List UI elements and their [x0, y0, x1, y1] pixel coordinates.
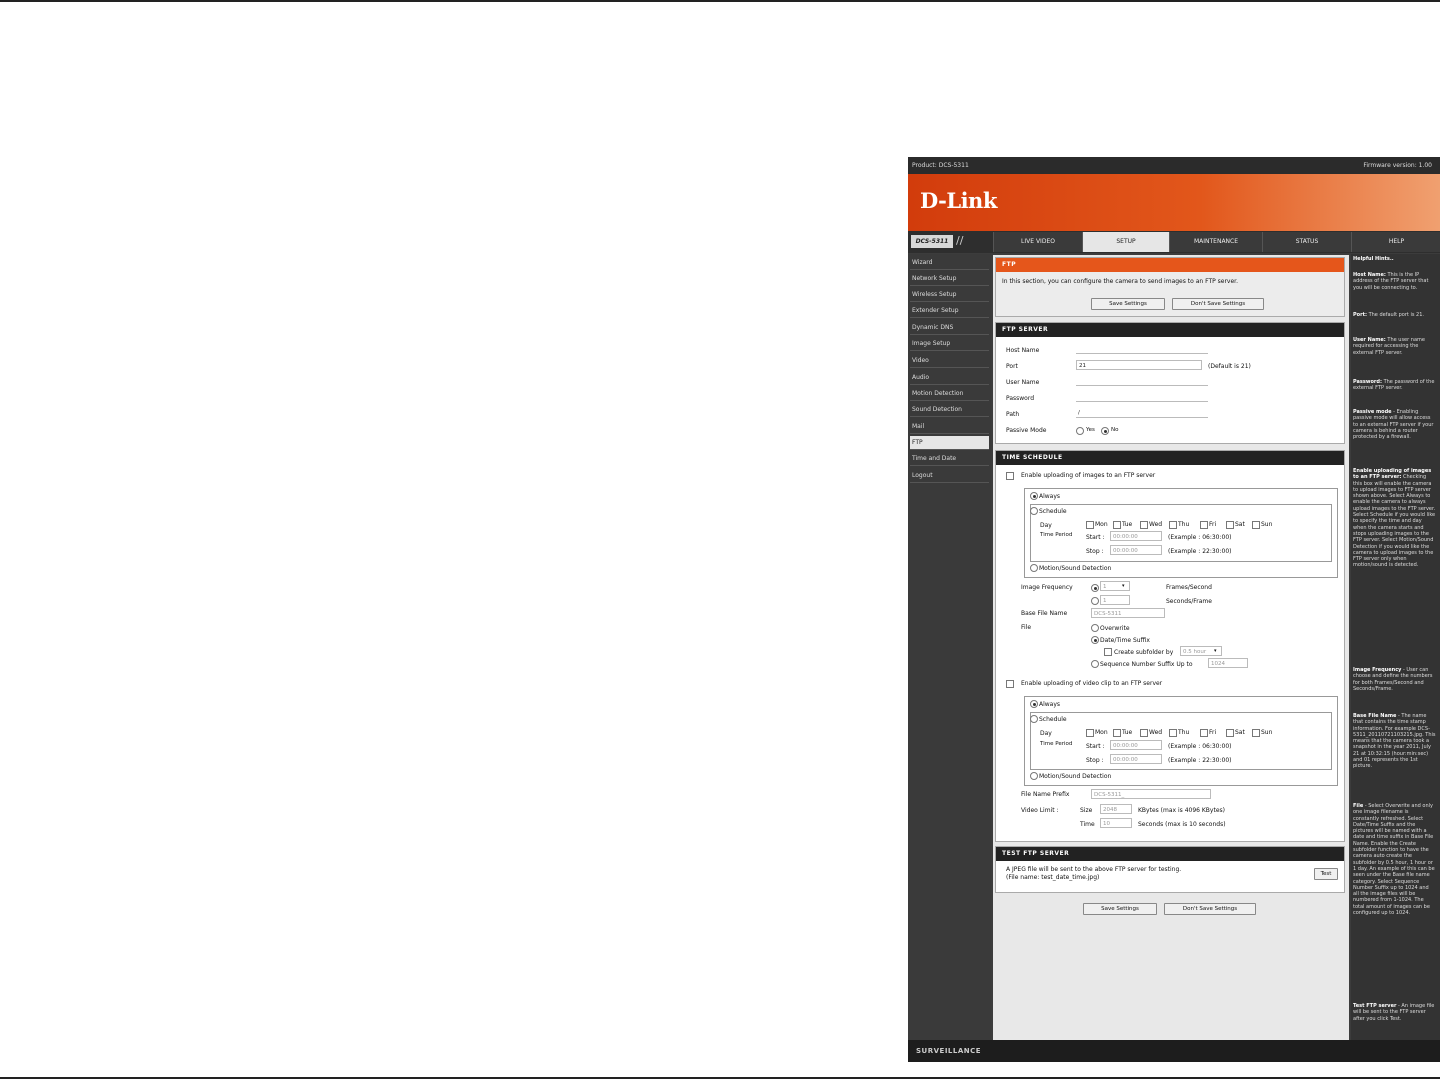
- help-entry: [1353, 468, 1436, 569]
- image-schedule-label: Schedule: [1039, 508, 1067, 515]
- help-entry-text: The default port is 21.: [1368, 312, 1425, 318]
- main-content: [993, 255, 1349, 1040]
- sidebar-item-image-setup[interactable]: Image Setup: [910, 337, 989, 351]
- video-day-checkbox-sat[interactable]: [1226, 729, 1234, 737]
- help-entry-heading: Base File Name: [1353, 713, 1397, 719]
- video-day-checkbox-mon[interactable]: [1086, 729, 1094, 737]
- help-entry: [1353, 337, 1436, 356]
- video-stop-example: (Example : 22:30:00): [1168, 757, 1232, 764]
- help-entry-text: The password of the external FTP server.: [1353, 379, 1435, 392]
- help-entry-text: - Select Overwrite and only one image filename is constantly refreshed. Select Date/Time Suffix and the pictures will be named with a date and time suffix in Base File Name. Enable the Create subfolder function to have the camera auto create the subfolder by 0.5 hour, 1 hour or 1 day. An example of this can be seen under the Base file name category. Select Sequence Number Suffix up to 1024 and all the image files will be numbered from 1-1024. The total amount of images can be configured up to 1024.: [1353, 803, 1435, 917]
- help-entry-text: - The name that contains the time stamp information. For example DCS-5311_20110721103215.jpg. This means that the camera took a snapshot in the year 2011, July 21 at 10:32:15 (hour:min:sec) and 01 represents the 1st picture.: [1353, 713, 1436, 770]
- image-frequency-label: Image Frequency: [1021, 584, 1073, 591]
- create-subfolder-checkbox[interactable]: [1104, 648, 1112, 656]
- host-name-label: Host Name: [1006, 347, 1040, 354]
- image-stop-input[interactable]: 00:00:00: [1110, 545, 1162, 555]
- image-day-checkbox-mon[interactable]: [1086, 521, 1094, 529]
- help-entry-text: The user name required for accessing the external FTP server.: [1353, 337, 1425, 356]
- ftp-server-panel: [995, 322, 1345, 444]
- create-subfolder-label: Create subfolder by: [1114, 649, 1174, 656]
- sequence-suffix-radio[interactable]: [1091, 660, 1099, 668]
- frames-per-second-select[interactable]: 1: [1100, 581, 1130, 591]
- video-time-period-label: Time Period: [1040, 741, 1073, 747]
- image-day-label-sat: Sat: [1235, 521, 1245, 528]
- image-day-label-thu: Thu: [1178, 521, 1190, 528]
- enable-images-checkbox[interactable]: [1006, 472, 1014, 480]
- help-entry-text: - Enabling passive mode will allow access to an external FTP server if your camera is behind a router protected by a firewall.: [1353, 409, 1434, 441]
- image-day-checkbox-sat[interactable]: [1226, 521, 1234, 529]
- passive-no-label: No: [1111, 427, 1119, 433]
- help-entry-heading: Helpful Hints..: [1353, 256, 1394, 262]
- image-day-label-wed: Wed: [1149, 521, 1163, 528]
- help-entry: [1353, 379, 1436, 392]
- subfolder-select[interactable]: 0.5 hour: [1180, 646, 1222, 656]
- sidebar-item-mail[interactable]: Mail: [910, 420, 989, 434]
- video-day-label-thu: Thu: [1178, 729, 1190, 736]
- image-day-label: Day: [1040, 522, 1052, 529]
- file-name-prefix-input[interactable]: DCS-5311_: [1091, 789, 1211, 799]
- help-entry-heading: Passive mode: [1353, 409, 1392, 415]
- save-settings-button-top[interactable]: Save Settings: [1091, 298, 1165, 310]
- image-motion-radio[interactable]: [1030, 564, 1038, 572]
- file-name-prefix-label: File Name Prefix: [1021, 791, 1070, 798]
- help-entry-heading: Image Frequency: [1353, 667, 1402, 673]
- port-input[interactable]: 21: [1076, 360, 1202, 370]
- help-entry-heading: Test FTP server: [1353, 1003, 1397, 1009]
- sidebar-item-motion-detection[interactable]: Motion Detection: [910, 387, 989, 401]
- sidebar-item-dynamic-dns[interactable]: Dynamic DNS: [910, 321, 989, 335]
- passive-mode-label: Passive Mode: [1006, 427, 1047, 434]
- help-entry-text: - User can choose and define the numbers for both Frames/Second and Seconds/Frame.: [1353, 667, 1433, 692]
- video-schedule-label: Schedule: [1039, 716, 1067, 723]
- video-limit-label: Video Limit :: [1021, 807, 1059, 814]
- seconds-per-frame-label: Seconds/Frame: [1166, 598, 1212, 605]
- sidebar-item-wizard[interactable]: Wizard: [910, 256, 989, 270]
- image-day-label-mon: Mon: [1095, 521, 1108, 528]
- video-schedule-radio[interactable]: [1030, 715, 1038, 723]
- sidebar-item-video[interactable]: Video: [910, 354, 989, 368]
- video-always-label: Always: [1039, 701, 1061, 708]
- test-button[interactable]: Test: [1314, 868, 1338, 880]
- help-entry-text: Checking this box will enable the camera to upload images to FTP server shown above. Select Always to enable the camera to always upload images to the FTP server. Select Schedule if you would like to specify the time and day when the camera starts and stops uploading images to the FTP server. Select Motion/Sound Detection if you would like the camera to upload images to the FTP server only when motion/sound is detected.: [1353, 474, 1436, 569]
- firmware-label: Firmware version: 1.00: [1363, 162, 1432, 169]
- image-motion-label: Motion/Sound Detection: [1039, 565, 1112, 572]
- size-input[interactable]: 2048: [1100, 804, 1132, 814]
- image-stop-label: Stop :: [1086, 548, 1104, 555]
- ftp-intro-panel: [995, 257, 1345, 317]
- video-day-checkbox-tue[interactable]: [1113, 729, 1121, 737]
- page-bottom-rule: [0, 1077, 1440, 1079]
- dont-save-button-bottom[interactable]: Don't Save Settings: [1164, 903, 1256, 915]
- image-day-checkbox-sun[interactable]: [1252, 521, 1260, 529]
- sequence-max-input[interactable]: 1024: [1208, 658, 1248, 668]
- help-entry-heading: File: [1353, 803, 1364, 809]
- image-day-checkbox-wed[interactable]: [1140, 521, 1148, 529]
- video-start-example: (Example : 06:30:00): [1168, 743, 1232, 750]
- file-label: File: [1021, 624, 1032, 631]
- size-label: Size: [1080, 807, 1093, 814]
- help-entry-heading: User Name:: [1353, 337, 1386, 343]
- user-name-input[interactable]: [1076, 376, 1208, 386]
- camera-web-ui: [908, 157, 1440, 1062]
- sidebar-item-extender-setup[interactable]: Extender Setup: [910, 304, 989, 318]
- test-ftp-title: TEST FTP SERVER: [996, 847, 1344, 861]
- sequence-suffix-label: Sequence Number Suffix Up to: [1100, 661, 1193, 668]
- seconds-per-frame-radio[interactable]: [1091, 597, 1099, 605]
- test-ftp-panel: [995, 846, 1345, 893]
- help-entry-text: - An image file will be sent to the FTP server after you click Test.: [1353, 1003, 1435, 1022]
- password-label: Password: [1006, 395, 1035, 402]
- image-day-checkbox-tue[interactable]: [1113, 521, 1121, 529]
- top-info-bar: [908, 157, 1440, 174]
- help-entry: [1353, 1003, 1436, 1022]
- video-day-label-mon: Mon: [1095, 729, 1108, 736]
- help-entry-heading: Host Name:: [1353, 272, 1386, 278]
- footer-bar: [908, 1040, 1440, 1062]
- help-entry: [1353, 272, 1436, 291]
- video-day-label-sat: Sat: [1235, 729, 1245, 736]
- ftp-title: FTP: [996, 258, 1344, 272]
- video-day-label-wed: Wed: [1149, 729, 1163, 736]
- passive-no-radio[interactable]: [1101, 427, 1109, 435]
- overwrite-label: Overwrite: [1100, 625, 1130, 632]
- video-day-checkbox-thu[interactable]: [1169, 729, 1177, 737]
- video-stop-label: Stop :: [1086, 757, 1104, 764]
- time-schedule-title: TIME SCHEDULE: [996, 451, 1344, 465]
- video-day-checkbox-fri[interactable]: [1200, 729, 1208, 737]
- video-day-label-fri: Fri: [1209, 729, 1217, 736]
- video-day-checkbox-wed[interactable]: [1140, 729, 1148, 737]
- main-nav: [908, 231, 1440, 253]
- dlink-logo: D-Link: [920, 188, 997, 213]
- sidebar-item-wireless-setup[interactable]: Wireless Setup: [910, 288, 989, 302]
- help-entry-text: This is the IP address of the FTP server that you will be connecting to.: [1353, 272, 1429, 291]
- test-ftp-line1: A JPEG file will be sent to the above FTP server for testing.: [1006, 866, 1182, 873]
- base-file-name-input[interactable]: DCS-5311: [1091, 608, 1165, 618]
- video-start-label: Start :: [1086, 743, 1105, 750]
- sidebar-item-time-and-date[interactable]: Time and Date: [910, 452, 989, 466]
- tab-setup[interactable]: SETUP: [1082, 232, 1169, 252]
- tab-status[interactable]: STATUS: [1262, 232, 1351, 252]
- help-entry-heading: Port:: [1353, 312, 1367, 318]
- tab-help[interactable]: HELP: [1351, 232, 1440, 252]
- image-day-label-fri: Fri: [1209, 521, 1217, 528]
- tab-live-video[interactable]: LIVE VIDEO: [993, 232, 1082, 252]
- image-start-example: (Example : 06:30:00): [1168, 534, 1232, 541]
- enable-video-checkbox[interactable]: [1006, 680, 1014, 688]
- datetime-suffix-radio[interactable]: [1091, 636, 1099, 644]
- image-always-label: Always: [1039, 493, 1061, 500]
- seconds-per-frame-input[interactable]: 1: [1100, 595, 1130, 605]
- image-day-label-sun: Sun: [1261, 521, 1273, 528]
- help-entry: [1353, 256, 1436, 262]
- footer-label: SURVEILLANCE: [916, 1047, 982, 1055]
- time-label: Time: [1080, 821, 1095, 828]
- frames-per-second-radio[interactable]: [1091, 584, 1099, 592]
- save-settings-button-bottom[interactable]: Save Settings: [1083, 903, 1157, 915]
- frames-per-second-label: Frames/Second: [1166, 584, 1212, 591]
- image-start-label: Start :: [1086, 534, 1105, 541]
- help-entry: [1353, 713, 1436, 770]
- passive-yes-label: Yes: [1086, 427, 1095, 433]
- password-input[interactable]: [1076, 392, 1208, 402]
- video-stop-input[interactable]: 00:00:00: [1110, 754, 1162, 764]
- image-day-checkbox-fri[interactable]: [1200, 521, 1208, 529]
- time-input[interactable]: 10: [1100, 818, 1132, 828]
- image-day-checkbox-thu[interactable]: [1169, 521, 1177, 529]
- image-start-input[interactable]: 00:00:00: [1110, 531, 1162, 541]
- size-unit-label: KBytes (max is 4096 KBytes): [1138, 807, 1225, 814]
- video-day-checkbox-sun[interactable]: [1252, 729, 1260, 737]
- page-top-rule: [0, 0, 1440, 2]
- ftp-intro-text: In this section, you can configure the camera to send images to an FTP server.: [1002, 278, 1238, 285]
- video-start-input[interactable]: 00:00:00: [1110, 740, 1162, 750]
- help-entry: [1353, 803, 1436, 916]
- help-entry-heading: Enable uploading of images to an FTP server:: [1353, 468, 1432, 481]
- path-input[interactable]: /: [1076, 408, 1208, 418]
- sidebar-item-sound-detection[interactable]: Sound Detection: [910, 403, 989, 417]
- test-ftp-line2: (File name: test_date_time.jpg): [1006, 874, 1100, 881]
- video-day-label-sun: Sun: [1261, 729, 1273, 736]
- host-name-input[interactable]: [1076, 344, 1208, 354]
- sidebar-item-audio[interactable]: Audio: [910, 371, 989, 385]
- product-label: Product: DCS-5311: [912, 162, 969, 169]
- subfolder-chevron-down-icon: ▾: [1214, 648, 1217, 654]
- frames-select-chevron-down-icon: ▾: [1122, 583, 1125, 589]
- video-day-label-tue: Tue: [1122, 729, 1133, 736]
- image-schedule-radio[interactable]: [1030, 507, 1038, 515]
- image-stop-example: (Example : 22:30:00): [1168, 548, 1232, 555]
- base-file-name-label: Base File Name: [1021, 610, 1068, 617]
- model-badge: DCS-5311: [911, 235, 953, 248]
- overwrite-radio[interactable]: [1091, 624, 1099, 632]
- sidebar-item-network-setup[interactable]: Network Setup: [910, 272, 989, 286]
- image-day-label-tue: Tue: [1122, 521, 1133, 528]
- path-label: Path: [1006, 411, 1020, 418]
- sidebar-item-ftp[interactable]: FTP: [910, 436, 989, 450]
- time-schedule-panel: [995, 450, 1345, 842]
- image-time-period-label: Time Period: [1040, 532, 1073, 538]
- time-unit-label: Seconds (max is 10 seconds): [1138, 821, 1226, 828]
- help-entry: [1353, 312, 1436, 318]
- image-always-radio[interactable]: [1030, 492, 1038, 500]
- video-always-radio[interactable]: [1030, 700, 1038, 708]
- tab-maintenance[interactable]: MAINTENANCE: [1169, 232, 1262, 252]
- help-entry: [1353, 667, 1436, 692]
- user-name-label: User Name: [1006, 379, 1040, 386]
- help-column: [1351, 254, 1440, 1040]
- help-entry: [1353, 409, 1436, 440]
- enable-images-label: Enable uploading of images to an FTP server: [1021, 472, 1156, 479]
- datetime-suffix-label: Date/Time Suffix: [1100, 637, 1150, 644]
- passive-yes-radio[interactable]: [1076, 427, 1084, 435]
- port-label: Port: [1006, 363, 1018, 370]
- ftp-server-title: FTP SERVER: [996, 323, 1344, 337]
- sidebar-item-logout[interactable]: Logout: [910, 469, 989, 483]
- help-entry-heading: Password:: [1353, 379, 1382, 385]
- video-motion-label: Motion/Sound Detection: [1039, 773, 1112, 780]
- dont-save-button-top[interactable]: Don't Save Settings: [1172, 298, 1264, 310]
- sidebar: [908, 254, 991, 1040]
- port-default-note: (Default is 21): [1208, 363, 1251, 370]
- video-day-label: Day: [1040, 730, 1052, 737]
- enable-video-label: Enable uploading of video clip to an FTP server: [1021, 680, 1163, 687]
- video-motion-radio[interactable]: [1030, 772, 1038, 780]
- slash-decoration-icon: //: [956, 234, 964, 247]
